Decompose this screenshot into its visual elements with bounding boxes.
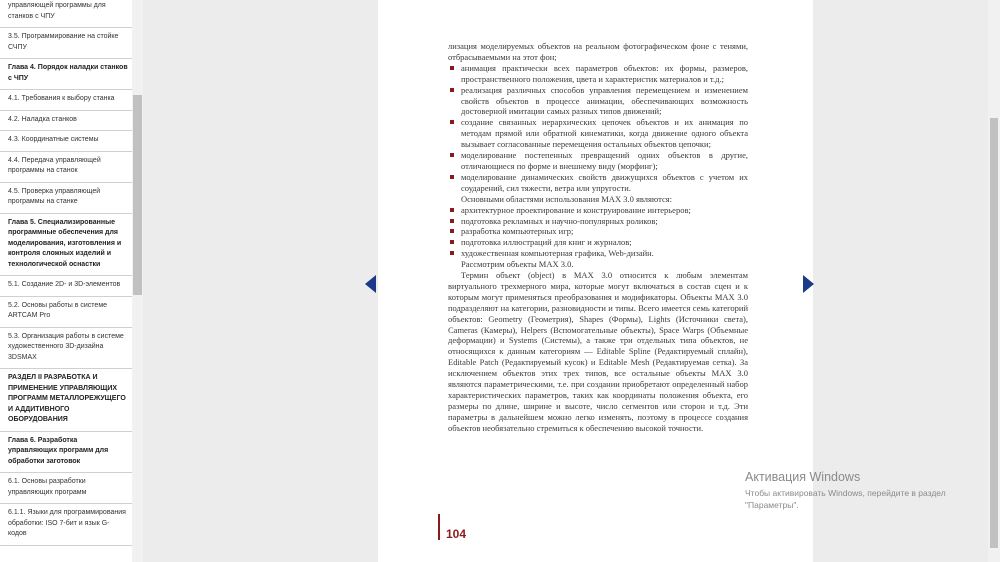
paragraph: Термин объект (object) в MAX 3.0 относится к любым элементам виртуального трехмерного мира, которые могут включаться в состав сцен и к которым могут применяться преобразования и модификаторы. Объекты MAX 3.0 подразделяют на категории, разновидности и типы. Всего имеется семь категорий объектов: Geometry (Геометрия), Shapes (Формы), Lights (Источники света), Cameras (Камеры), Helpers (Вспомогательные объекты), Space Warps (Объемные деформации) и Systems (Системы), а также три отдельных типа объектов, не относящихся к данным категориям — Editable Spline (Редактируемый сплайн), Editable Patch (Редактируемый кусок) и Editable Mesh (Редактируемая сетка). За исключением объектов этих трех типов, все остальные объекты MAX 3.0 являются параметрическими, т.е. при создании приобретают определенный набор характеристических параметров, таких как координаты положения объекта, его размеры по длине, ширине и высоте, число сегментов или сторон и т.д. Эти параметры в дальнейшем можно легко изменять, поэтому в процессе создания объектов необязательно стремиться к обеспечению высокой точности. xyxy=(448,270,748,433)
toc-part-item[interactable]: РАЗДЕЛ II РАЗРАБОТКА И ПРИМЕНЕНИЕ УПРАВЛЯЮЩИХ ПРОГРАММ МЕТАЛЛОРЕЖУЩЕГО И АДДИТИВНОГО ОБОРУДОВАНИЯ xyxy=(0,369,132,432)
bullet-text: создание связанных иерархических цепочек объектов и их анимация по методам прямой или обратной кинематики, когда движение одного объекта вызывает согласованные перемещения остальных объектов цепочки; xyxy=(461,117,748,150)
bullet-text: подготовка рекламных и научно-популярных роликов; xyxy=(461,215,658,226)
page-number-bar xyxy=(438,514,440,540)
bullet-item xyxy=(448,205,748,216)
sidebar-scrollbar[interactable] xyxy=(132,0,143,562)
page-text xyxy=(448,41,748,434)
bullet-marker-icon xyxy=(450,66,454,70)
toc-section-item[interactable]: управляющей программы для станков с ЧПУ xyxy=(0,0,132,28)
bullet-text: моделирование динамических свойств движущихся объектов с учетом их соударений, сил тяжести, ветра или упругости. xyxy=(461,171,748,193)
toc-section-item[interactable]: 6.1.1. Языки для программирования обработки: ISO 7-бит и язык G-кодов xyxy=(0,504,132,546)
toc-section-item[interactable]: 6.1. Основы разработки управляющих программ xyxy=(0,473,132,504)
bullet-text: художественная компьютерная графика, Web-дизайн. xyxy=(461,248,654,259)
bullet-text: архитектурное проектирование и конструирование интерьеров; xyxy=(461,204,691,215)
toc-section-item[interactable]: 4.5. Проверка управляющей программы на станке xyxy=(0,183,132,214)
toc-chapter-item[interactable]: Глава 6. Разработка управляющих программ для обработки заготовок xyxy=(0,432,132,474)
toc-section-item[interactable]: 4.2. Наладка станков xyxy=(0,111,132,132)
next-page-arrow-icon[interactable] xyxy=(803,275,814,293)
toc-section-item[interactable]: 5.3. Организация работы в системе художественного 3D-дизайна 3DSMAX xyxy=(0,328,132,370)
toc-section-item[interactable]: 4.1. Требования к выбору станка xyxy=(0,90,132,111)
viewer-scrollbar[interactable] xyxy=(988,0,1000,562)
bullet-marker-icon xyxy=(450,229,454,233)
viewer-scrollbar-thumb[interactable] xyxy=(990,118,998,548)
windows-activation-watermark xyxy=(745,470,985,511)
bullet-marker-icon xyxy=(450,208,454,212)
bullet-marker-icon xyxy=(450,219,454,223)
bullet-item xyxy=(448,63,748,85)
bullet-marker-icon xyxy=(450,88,454,92)
bullet-marker-icon xyxy=(450,153,454,157)
bullet-text: подготовка иллюстраций для книг и журналов; xyxy=(461,237,632,248)
bullet-item xyxy=(448,172,748,194)
bullet-item xyxy=(448,248,748,259)
bullet-item xyxy=(448,150,748,172)
bullet-text: реализация различных способов управления перемещением и изменением свойств объектов в процессе анимации, обеспечивающих возможность достоверной имитации самых разных типов движений; xyxy=(461,84,748,117)
bullet-marker-icon xyxy=(450,120,454,124)
bullet-text: моделирование постепенных превращений одних объектов в другие, отличающиеся по форме и внешнему виду (морфинг); xyxy=(461,150,748,171)
toc-section-item[interactable]: 4.3. Координатные системы xyxy=(0,131,132,152)
paragraph: лизация моделируемых объектов на реальном фотографическом фоне с тенями, отбрасываемыми на этот фон; xyxy=(448,41,748,62)
bullet-marker-icon xyxy=(450,240,454,244)
toc-sidebar xyxy=(0,0,132,562)
bullet-marker-icon xyxy=(450,175,454,179)
toc-chapter-item[interactable]: Глава 5. Специализированные программные обеспечения для моделирования, изготовления и контроля сложных изделий и технологической оснастки xyxy=(0,214,132,277)
bullet-item xyxy=(448,237,748,248)
bullet-item xyxy=(448,226,748,237)
previous-page-arrow-icon[interactable] xyxy=(365,275,376,293)
paragraph: Основными областями использования MAX 3.0 являются: xyxy=(461,193,673,204)
paragraph: Рассмотрим объекты MAX 3.0. xyxy=(461,259,574,270)
toc-chapter-item[interactable]: Глава 4. Порядок наладки станков с ЧПУ xyxy=(0,59,132,90)
toc-section-item[interactable]: 5.2. Основы работы в системе ARTCAM Pro xyxy=(0,297,132,328)
bullet-text: анимация практически всех параметров объектов: их формы, размеров, пространственного положения, цвета и характеристик материалов и т.д.; xyxy=(461,62,748,84)
bullet-text: разработка компьютерных игр; xyxy=(461,226,574,237)
watermark-title: Активация Windows xyxy=(745,470,861,484)
bullet-marker-icon xyxy=(450,251,454,255)
page-number: 104 xyxy=(446,527,467,541)
watermark-text: Чтобы активировать Windows, перейдите в раздел "Параметры". xyxy=(745,488,946,510)
bullet-item xyxy=(448,117,748,150)
sidebar-scrollbar-thumb[interactable] xyxy=(133,95,142,295)
toc-section-item[interactable]: 5.1. Создание 2D- и 3D-элементов xyxy=(0,276,132,297)
bullet-item xyxy=(448,85,748,118)
bullet-item xyxy=(448,216,748,227)
toc-section-item[interactable]: 3.5. Программирование на стойке СЧПУ xyxy=(0,28,132,59)
toc-section-item[interactable]: 4.4. Передача управляющей программы на станок xyxy=(0,152,132,183)
